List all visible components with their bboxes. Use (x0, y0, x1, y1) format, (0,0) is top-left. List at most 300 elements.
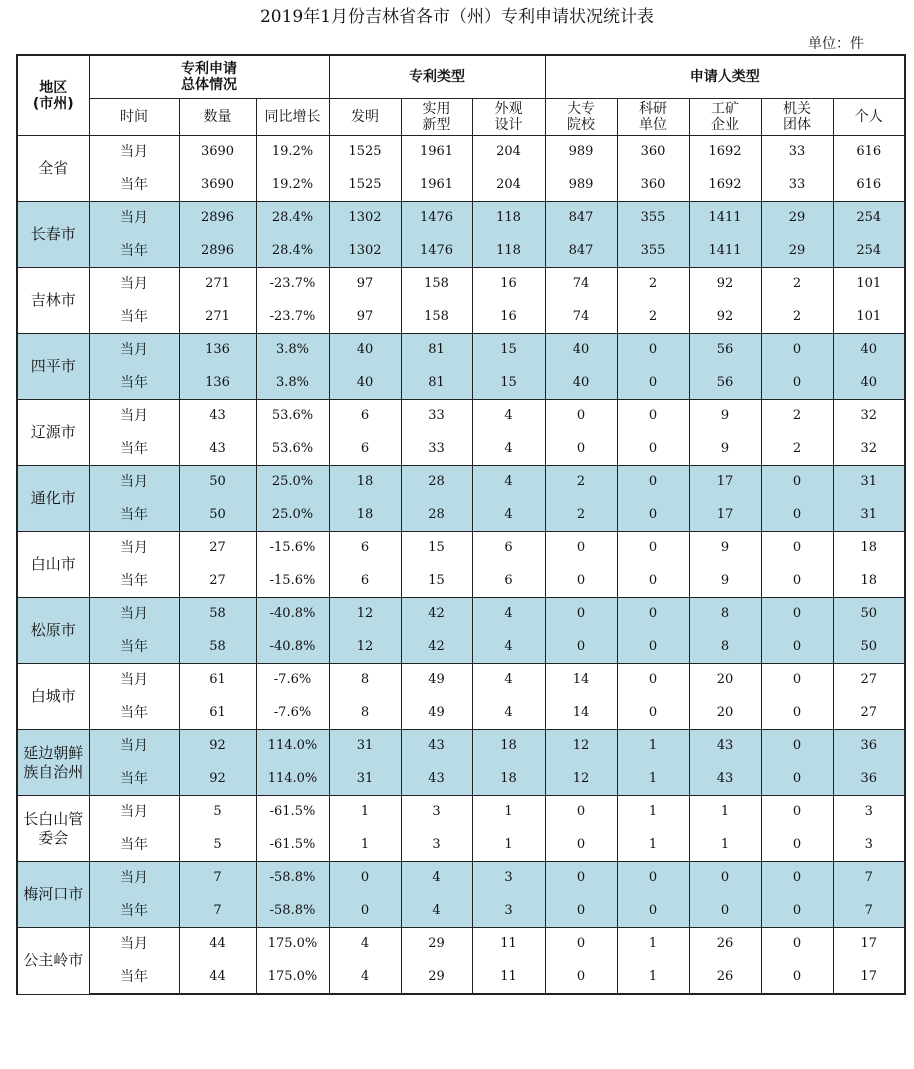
value-cell: 616 (833, 136, 905, 169)
value-cell: 118 (472, 235, 545, 268)
value-cell: 8 (689, 598, 761, 631)
value-cell: 989 (545, 136, 617, 169)
value-cell: 7 (833, 862, 905, 895)
value-cell: 0 (545, 433, 617, 466)
period-cell: 当月 (89, 532, 179, 565)
header-group-applicant-type: 申请人类型 (545, 55, 905, 99)
value-cell: 53.6% (256, 400, 329, 433)
value-cell: 0 (545, 400, 617, 433)
value-cell: 11 (472, 961, 545, 995)
value-cell: 175.0% (256, 961, 329, 995)
value-cell: 18 (833, 565, 905, 598)
region-cell: 四平市 (17, 334, 89, 400)
value-cell: 4 (472, 664, 545, 697)
column-header: 机关 团体 (761, 99, 833, 136)
period-cell: 当年 (89, 235, 179, 268)
table-row (17, 664, 905, 697)
value-cell: 1525 (329, 136, 401, 169)
value-cell: 1961 (401, 169, 472, 202)
value-cell: 3690 (179, 136, 256, 169)
table-row (17, 796, 905, 829)
value-cell: 0 (761, 664, 833, 697)
value-cell: 18 (329, 466, 401, 499)
value-cell: 27 (179, 565, 256, 598)
value-cell: 0 (617, 565, 689, 598)
value-cell: 1692 (689, 136, 761, 169)
table-row (17, 730, 905, 763)
value-cell: 18 (833, 532, 905, 565)
period-cell: 当月 (89, 334, 179, 367)
column-header: 大专 院校 (545, 99, 617, 136)
value-cell: 81 (401, 367, 472, 400)
value-cell: 32 (833, 433, 905, 466)
value-cell: 8 (329, 697, 401, 730)
value-cell: 3 (401, 796, 472, 829)
table-row (17, 334, 905, 367)
period-cell: 当月 (89, 400, 179, 433)
period-cell: 当年 (89, 631, 179, 664)
value-cell: -61.5% (256, 829, 329, 862)
value-cell: 4 (472, 631, 545, 664)
value-cell: 1 (617, 829, 689, 862)
value-cell: 158 (401, 301, 472, 334)
value-cell: 0 (545, 961, 617, 995)
value-cell: 2896 (179, 235, 256, 268)
period-cell: 当年 (89, 697, 179, 730)
value-cell: 92 (689, 268, 761, 301)
value-cell: 11 (472, 928, 545, 961)
value-cell: 0 (761, 334, 833, 367)
page-title: 2019年1月份吉林省各市（州）专利申请状况统计表 (259, 7, 655, 27)
region-cell: 辽源市 (17, 400, 89, 466)
period-cell: 当年 (89, 433, 179, 466)
value-cell: 17 (833, 928, 905, 961)
table-row (17, 235, 905, 268)
value-cell: 2 (761, 400, 833, 433)
table-row (17, 532, 905, 565)
value-cell: 28 (401, 499, 472, 532)
value-cell: 97 (329, 301, 401, 334)
value-cell: 271 (179, 268, 256, 301)
value-cell: 4 (472, 466, 545, 499)
value-cell: 360 (617, 169, 689, 202)
table-row (17, 565, 905, 598)
value-cell: 2 (617, 268, 689, 301)
header-group-total: 专利申请 总体情况 (89, 55, 329, 99)
value-cell: 4 (472, 499, 545, 532)
value-cell: 7 (833, 895, 905, 928)
value-cell: 0 (761, 565, 833, 598)
value-cell: 27 (833, 664, 905, 697)
value-cell: 0 (761, 730, 833, 763)
table-row (17, 763, 905, 796)
value-cell: 29 (761, 235, 833, 268)
period-cell: 当月 (89, 862, 179, 895)
value-cell: 254 (833, 202, 905, 235)
table-row (17, 367, 905, 400)
value-cell: 50 (179, 499, 256, 532)
value-cell: 254 (833, 235, 905, 268)
value-cell: 0 (545, 565, 617, 598)
value-cell: 56 (689, 334, 761, 367)
value-cell: 0 (689, 895, 761, 928)
region-cell: 公主岭市 (17, 928, 89, 995)
value-cell: 16 (472, 301, 545, 334)
table-row (17, 928, 905, 961)
value-cell: 43 (401, 730, 472, 763)
value-cell: 6 (329, 532, 401, 565)
column-header: 时间 (89, 99, 179, 136)
period-cell: 当年 (89, 565, 179, 598)
value-cell: 1 (617, 796, 689, 829)
value-cell: 28.4% (256, 235, 329, 268)
value-cell: 32 (833, 400, 905, 433)
value-cell: 1411 (689, 235, 761, 268)
value-cell: 15 (472, 334, 545, 367)
column-header: 工矿 企业 (689, 99, 761, 136)
value-cell: 4 (329, 928, 401, 961)
value-cell: 19.2% (256, 169, 329, 202)
value-cell: 3 (472, 895, 545, 928)
value-cell: 4 (329, 961, 401, 995)
value-cell: 12 (545, 730, 617, 763)
value-cell: 2 (617, 301, 689, 334)
value-cell: 1 (689, 796, 761, 829)
table-row (17, 895, 905, 928)
value-cell: 3690 (179, 169, 256, 202)
value-cell: 2 (761, 268, 833, 301)
value-cell: 97 (329, 268, 401, 301)
value-cell: 1 (689, 829, 761, 862)
value-cell: 1692 (689, 169, 761, 202)
period-cell: 当月 (89, 202, 179, 235)
value-cell: 29 (761, 202, 833, 235)
value-cell: 44 (179, 961, 256, 995)
value-cell: 0 (617, 697, 689, 730)
value-cell: 0 (617, 400, 689, 433)
value-cell: 15 (401, 565, 472, 598)
value-cell: 0 (761, 499, 833, 532)
value-cell: 1 (472, 796, 545, 829)
value-cell: 1476 (401, 235, 472, 268)
value-cell: 6 (329, 565, 401, 598)
value-cell: 0 (545, 796, 617, 829)
value-cell: 3 (833, 829, 905, 862)
value-cell: -7.6% (256, 664, 329, 697)
value-cell: 74 (545, 268, 617, 301)
region-cell: 全省 (17, 136, 89, 202)
value-cell: 5 (179, 829, 256, 862)
value-cell: 31 (833, 466, 905, 499)
unit-label: 单位：件 (808, 36, 864, 52)
value-cell: 118 (472, 202, 545, 235)
value-cell: 4 (472, 598, 545, 631)
value-cell: 1 (617, 730, 689, 763)
value-cell: 1525 (329, 169, 401, 202)
value-cell: 56 (689, 367, 761, 400)
value-cell: 28.4% (256, 202, 329, 235)
value-cell: 6 (472, 532, 545, 565)
value-cell: 847 (545, 235, 617, 268)
value-cell: 4 (472, 400, 545, 433)
value-cell: 14 (545, 697, 617, 730)
value-cell: 0 (545, 829, 617, 862)
value-cell: 53.6% (256, 433, 329, 466)
value-cell: 8 (329, 664, 401, 697)
value-cell: 114.0% (256, 730, 329, 763)
value-cell: 15 (472, 367, 545, 400)
region-cell: 延边朝鲜 族自治州 (17, 730, 89, 796)
value-cell: 204 (472, 169, 545, 202)
value-cell: -40.8% (256, 598, 329, 631)
value-cell: 0 (617, 862, 689, 895)
value-cell: 43 (689, 730, 761, 763)
column-header: 外观 设计 (472, 99, 545, 136)
value-cell: 136 (179, 334, 256, 367)
value-cell: 9 (689, 565, 761, 598)
value-cell: 0 (761, 895, 833, 928)
value-cell: -58.8% (256, 862, 329, 895)
value-cell: 0 (689, 862, 761, 895)
value-cell: 49 (401, 697, 472, 730)
value-cell: 0 (545, 631, 617, 664)
value-cell: 7 (179, 895, 256, 928)
value-cell: 31 (329, 730, 401, 763)
period-cell: 当月 (89, 268, 179, 301)
value-cell: 25.0% (256, 499, 329, 532)
value-cell: 0 (617, 598, 689, 631)
period-cell: 当年 (89, 169, 179, 202)
value-cell: 61 (179, 697, 256, 730)
value-cell: 0 (617, 433, 689, 466)
value-cell: 12 (329, 598, 401, 631)
value-cell: 0 (617, 532, 689, 565)
value-cell: 92 (179, 763, 256, 796)
value-cell: 40 (833, 367, 905, 400)
value-cell: 1476 (401, 202, 472, 235)
value-cell: 0 (545, 532, 617, 565)
region-cell: 白城市 (17, 664, 89, 730)
value-cell: 2 (545, 499, 617, 532)
region-cell: 白山市 (17, 532, 89, 598)
value-cell: 7 (179, 862, 256, 895)
value-cell: 29 (401, 928, 472, 961)
value-cell: 3.8% (256, 367, 329, 400)
value-cell: 31 (329, 763, 401, 796)
period-cell: 当年 (89, 961, 179, 995)
region-cell: 长春市 (17, 202, 89, 268)
value-cell: 9 (689, 532, 761, 565)
value-cell: 101 (833, 268, 905, 301)
value-cell: 33 (761, 136, 833, 169)
value-cell: 40 (545, 334, 617, 367)
value-cell: 0 (761, 367, 833, 400)
value-cell: 0 (617, 466, 689, 499)
value-cell: 0 (329, 895, 401, 928)
value-cell: 3 (833, 796, 905, 829)
header-group-patent-type: 专利类型 (329, 55, 545, 99)
value-cell: 33 (401, 400, 472, 433)
value-cell: -58.8% (256, 895, 329, 928)
value-cell: -23.7% (256, 268, 329, 301)
value-cell: 15 (401, 532, 472, 565)
value-cell: 9 (689, 433, 761, 466)
value-cell: -7.6% (256, 697, 329, 730)
value-cell: 2 (761, 433, 833, 466)
period-cell: 当月 (89, 466, 179, 499)
column-header: 同比增长 (256, 99, 329, 136)
column-header: 科研 单位 (617, 99, 689, 136)
region-cell: 通化市 (17, 466, 89, 532)
value-cell: 0 (617, 499, 689, 532)
value-cell: 1302 (329, 202, 401, 235)
value-cell: 20 (689, 664, 761, 697)
value-cell: 1961 (401, 136, 472, 169)
table-row (17, 961, 905, 995)
table-row (17, 301, 905, 334)
value-cell: 0 (761, 598, 833, 631)
value-cell: 175.0% (256, 928, 329, 961)
value-cell: 49 (401, 664, 472, 697)
table-row (17, 862, 905, 895)
value-cell: 19.2% (256, 136, 329, 169)
period-cell: 当月 (89, 730, 179, 763)
value-cell: 0 (545, 928, 617, 961)
value-cell: 3 (472, 862, 545, 895)
value-cell: 0 (761, 796, 833, 829)
value-cell: 9 (689, 400, 761, 433)
value-cell: 42 (401, 598, 472, 631)
table-row (17, 169, 905, 202)
value-cell: 40 (329, 367, 401, 400)
value-cell: 0 (617, 895, 689, 928)
value-cell: 360 (617, 136, 689, 169)
column-header: 个人 (833, 99, 905, 136)
value-cell: 2 (761, 301, 833, 334)
value-cell: 1302 (329, 235, 401, 268)
value-cell: 0 (617, 334, 689, 367)
value-cell: 616 (833, 169, 905, 202)
value-cell: 1 (329, 829, 401, 862)
value-cell: 989 (545, 169, 617, 202)
value-cell: 14 (545, 664, 617, 697)
value-cell: 0 (761, 697, 833, 730)
value-cell: 43 (401, 763, 472, 796)
value-cell: 40 (329, 334, 401, 367)
value-cell: 4 (401, 895, 472, 928)
value-cell: 58 (179, 598, 256, 631)
value-cell: 12 (545, 763, 617, 796)
value-cell: 355 (617, 202, 689, 235)
value-cell: 40 (545, 367, 617, 400)
value-cell: 1 (617, 928, 689, 961)
period-cell: 当年 (89, 895, 179, 928)
value-cell: 44 (179, 928, 256, 961)
value-cell: 50 (833, 598, 905, 631)
value-cell: 1 (472, 829, 545, 862)
patent-statistics-table (16, 54, 906, 995)
period-cell: 当年 (89, 499, 179, 532)
value-cell: 1 (617, 763, 689, 796)
value-cell: -15.6% (256, 532, 329, 565)
value-cell: 43 (689, 763, 761, 796)
value-cell: 40 (833, 334, 905, 367)
value-cell: -23.7% (256, 301, 329, 334)
value-cell: 0 (761, 631, 833, 664)
value-cell: 8 (689, 631, 761, 664)
column-header: 数量 (179, 99, 256, 136)
value-cell: 0 (761, 763, 833, 796)
period-cell: 当年 (89, 301, 179, 334)
period-cell: 当月 (89, 598, 179, 631)
value-cell: 3.8% (256, 334, 329, 367)
value-cell: -40.8% (256, 631, 329, 664)
column-header: 发明 (329, 99, 401, 136)
value-cell: 50 (833, 631, 905, 664)
value-cell: -15.6% (256, 565, 329, 598)
value-cell: 847 (545, 202, 617, 235)
value-cell: 3 (401, 829, 472, 862)
value-cell: 136 (179, 367, 256, 400)
value-cell: 58 (179, 631, 256, 664)
table-row (17, 400, 905, 433)
value-cell: 0 (545, 598, 617, 631)
value-cell: 6 (472, 565, 545, 598)
value-cell: 31 (833, 499, 905, 532)
value-cell: 33 (401, 433, 472, 466)
table-row (17, 631, 905, 664)
value-cell: 6 (329, 433, 401, 466)
value-cell: 43 (179, 433, 256, 466)
value-cell: 28 (401, 466, 472, 499)
table-row (17, 433, 905, 466)
value-cell: 271 (179, 301, 256, 334)
value-cell: 18 (472, 763, 545, 796)
table-row (17, 697, 905, 730)
value-cell: 4 (401, 862, 472, 895)
period-cell: 当年 (89, 763, 179, 796)
value-cell: 18 (329, 499, 401, 532)
value-cell: 74 (545, 301, 617, 334)
value-cell: 36 (833, 763, 905, 796)
table-row (17, 499, 905, 532)
value-cell: 0 (761, 862, 833, 895)
value-cell: 5 (179, 796, 256, 829)
value-cell: 61 (179, 664, 256, 697)
value-cell: 42 (401, 631, 472, 664)
value-cell: 92 (689, 301, 761, 334)
value-cell: 4 (472, 697, 545, 730)
value-cell: 4 (472, 433, 545, 466)
value-cell: 27 (179, 532, 256, 565)
value-cell: 0 (761, 466, 833, 499)
period-cell: 当月 (89, 928, 179, 961)
table-row (17, 202, 905, 235)
value-cell: 26 (689, 928, 761, 961)
table-row (17, 598, 905, 631)
period-cell: 当年 (89, 829, 179, 862)
value-cell: 0 (617, 631, 689, 664)
value-cell: 6 (329, 400, 401, 433)
period-cell: 当月 (89, 796, 179, 829)
column-header: 实用 新型 (401, 99, 472, 136)
value-cell: 158 (401, 268, 472, 301)
region-cell: 梅河口市 (17, 862, 89, 928)
region-cell: 长白山管 委会 (17, 796, 89, 862)
table-row (17, 136, 905, 169)
value-cell: 101 (833, 301, 905, 334)
value-cell: 43 (179, 400, 256, 433)
